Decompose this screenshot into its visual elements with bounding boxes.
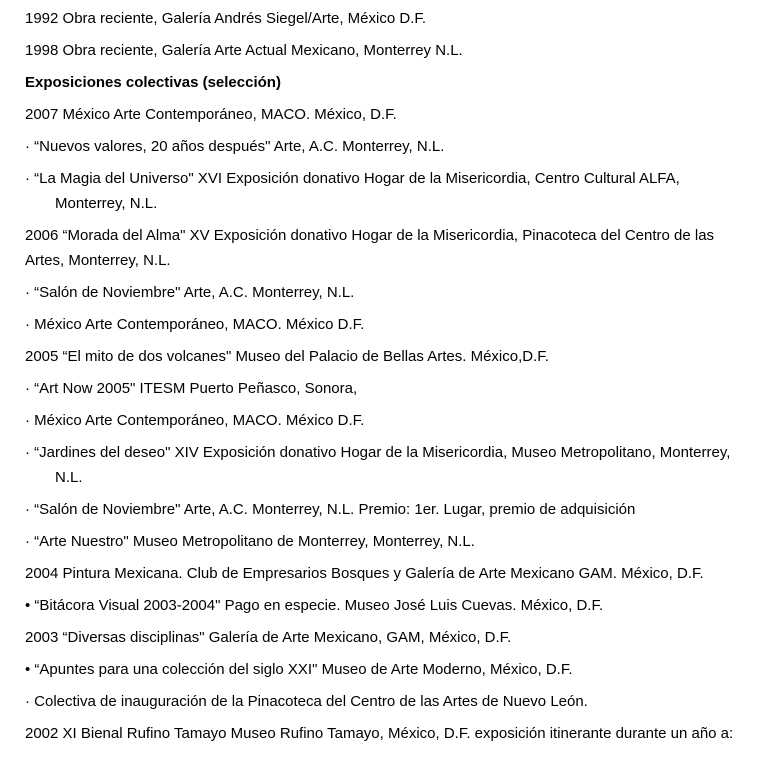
exhibition-entry: 2003 “Diversas disciplinas" Galería de Arte Mexicano, GAM, México, D.F. — [25, 629, 512, 646]
exhibition-entry: 1992 Obra reciente, Galería Andrés Siegel/Arte, México D.F. — [25, 10, 427, 27]
exhibition-entry: 2002 XI Bienal Rufino Tamayo Museo Rufino Tamayo, México, D.F. exposición itinerante durante un año a: — [25, 725, 734, 742]
exhibition-entry: 2005 “El mito de dos volcanes" Museo del Palacio de Bellas Artes. México,D.F. — [25, 348, 549, 365]
exhibition-entry: · “Nuevos valores, 20 años después" Arte, A.C. Monterrey, N.L. — [25, 138, 445, 155]
exhibition-entry: · “Salón de Noviembre" Arte, A.C. Monterrey, N.L. — [25, 284, 355, 301]
exhibition-entry: · “Jardines del deseo" XIV Exposición donativo Hogar de la Misericordia, Museo Metropolitano, Monterrey, N.L. — [25, 444, 731, 486]
exhibition-entry: • “Bitácora Visual 2003-2004" Pago en especie. Museo José Luis Cuevas. México, D.F. — [25, 597, 604, 614]
exhibition-entry: • “Apuntes para una colección del siglo XXI" Museo de Arte Moderno, México, D.F. — [25, 661, 573, 678]
exhibition-entry: · “La Magia del Universo" XVI Exposición donativo Hogar de la Misericordia, Centro Cultural ALFA, Monterrey, N.L. — [25, 170, 680, 212]
exhibition-entry: 2004 Pintura Mexicana. Club de Empresarios Bosques y Galería de Arte Mexicano GAM. México, D.F. — [25, 565, 704, 582]
section-heading: Exposiciones colectivas (selección) — [25, 74, 281, 91]
exhibition-entry: · “Art Now 2005" ITESM Puerto Peñasco, Sonora, — [25, 380, 358, 397]
exhibition-entry: · México Arte Contemporáneo, MACO. México D.F. — [25, 316, 365, 333]
exhibition-entry: 2006 “Morada del Alma" XV Exposición donativo Hogar de la Misericordia, Pinacoteca del Centro de las Artes, Monterrey, N.L. — [25, 227, 715, 269]
exhibition-entry: · México Arte Contemporáneo, MACO. México D.F. — [25, 412, 365, 429]
exhibition-entry: · “Arte Nuestro" Museo Metropolitano de Monterrey, Monterrey, N.L. — [25, 533, 475, 550]
exhibition-entry: 2007 México Arte Contemporáneo, MACO. México, D.F. — [25, 106, 397, 123]
exhibition-entry: · Colectiva de inauguración de la Pinacoteca del Centro de las Artes de Nuevo León. — [25, 693, 588, 710]
exhibition-entry: · “Salón de Noviembre" Arte, A.C. Monterrey, N.L. Premio: 1er. Lugar, premio de adquisición — [25, 501, 636, 518]
exhibition-entry: 1998 Obra reciente, Galería Arte Actual Mexicano, Monterrey N.L. — [25, 42, 463, 59]
